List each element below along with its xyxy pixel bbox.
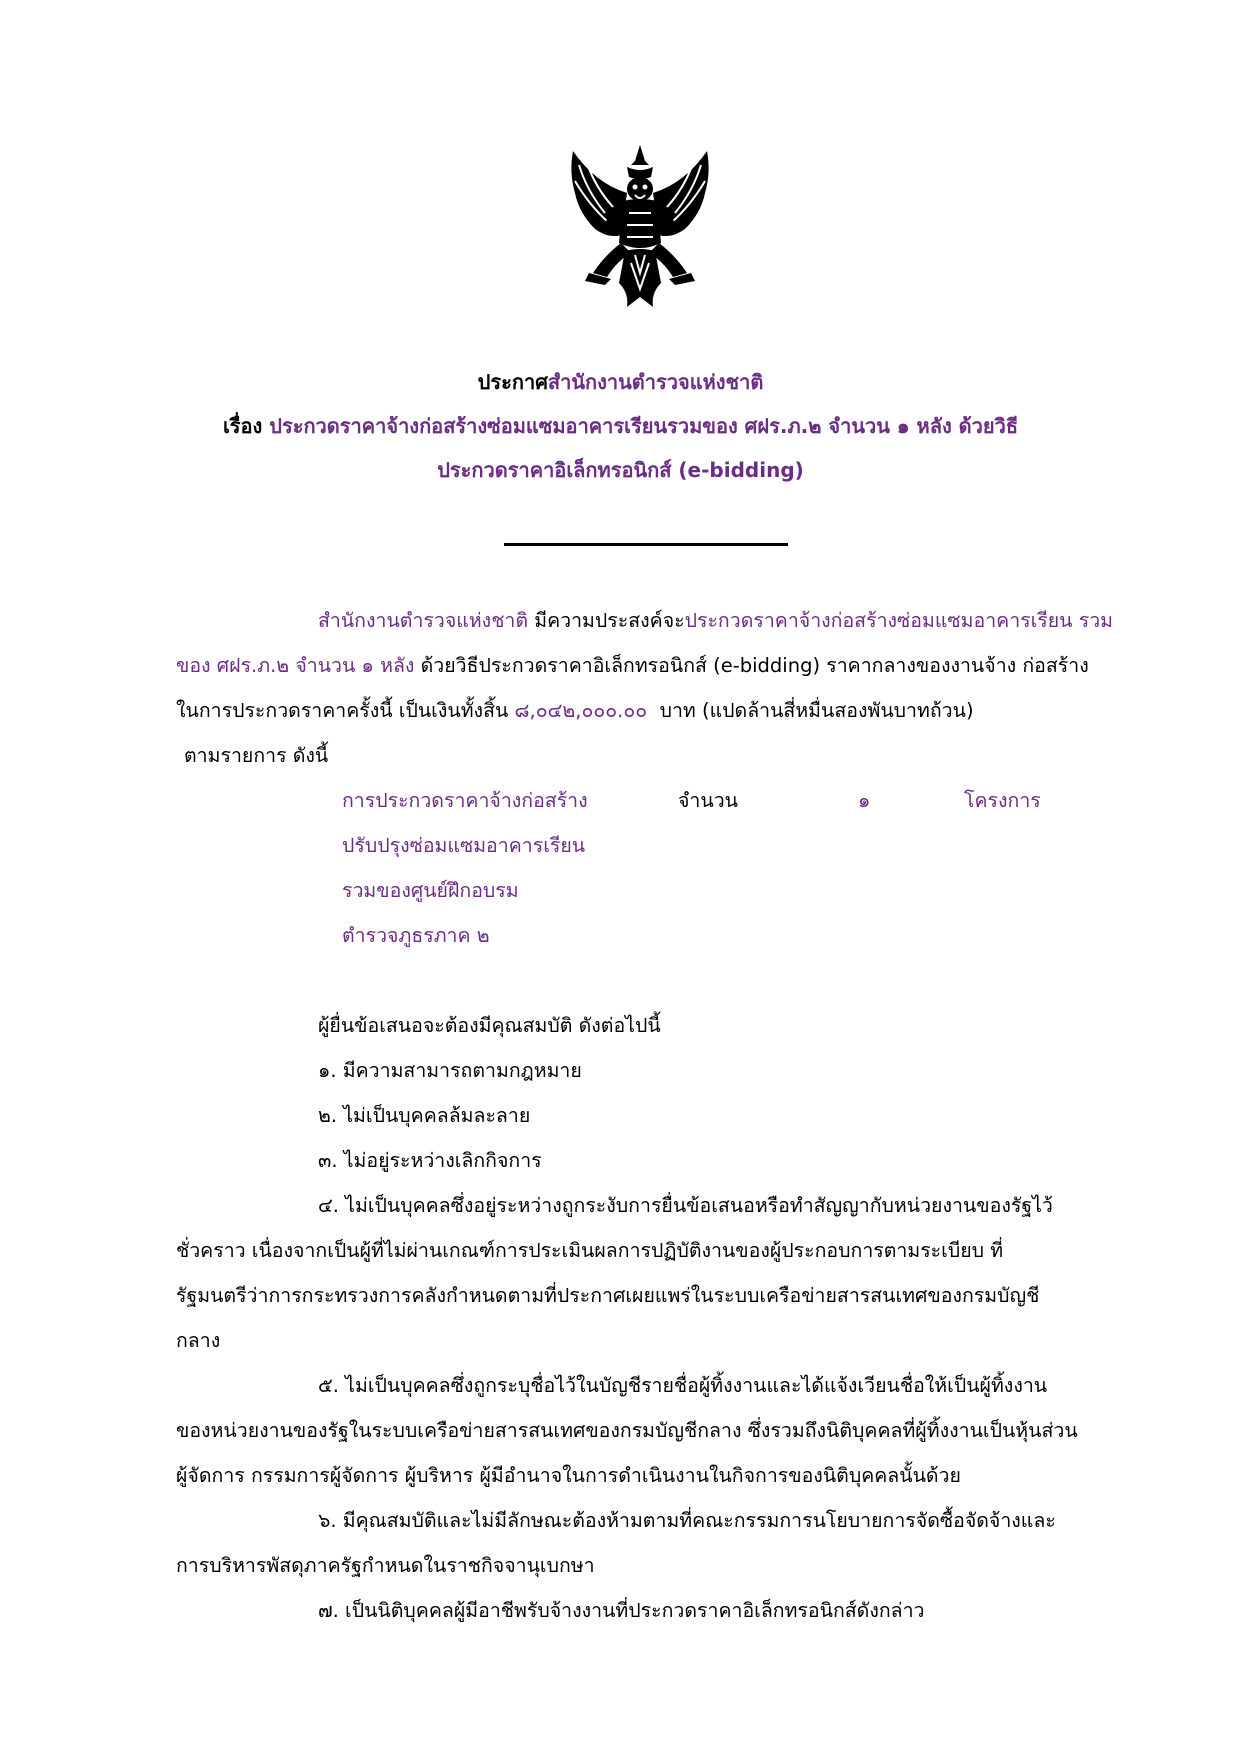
garuda-emblem bbox=[565, 143, 715, 311]
item-qty: ๑ bbox=[858, 789, 871, 812]
subject-text-1: ประกวดราคาจ้างก่อสร้างซ่อมแซมอาคารเรียนรวมของ ศฝร.ภ.๒ จำนวน ๑ หลัง ด้วยวิธี bbox=[269, 414, 1019, 438]
announcement-body bbox=[176, 598, 1116, 1633]
qualification-2: ๒. ไม่เป็นบุคคลล้มละลาย bbox=[318, 1104, 531, 1127]
title-divider bbox=[504, 543, 788, 546]
intro-amount: ๘,๐๔๒,๐๐๐.๐๐ bbox=[514, 699, 648, 722]
intro-purpose-2: รวมของ ศฝร.ภ.๒ จำนวน ๑ หลัง bbox=[176, 609, 1113, 677]
qualification-4-line-1: ๔. ไม่เป็นบุคคลซึ่งอยู่ระหว่างถูกระงับการยื่นข้อเสนอหรือทำสัญญากับหน่วยงานของรัฐไว้ bbox=[318, 1194, 1053, 1217]
qualification-5-line-2: ของหน่วยงานของรัฐในระบบเครือข่ายสารสนเทศของกรมบัญชีกลาง ซึ่งรวมถึงนิติบุคคลที่ผู้ทิ้งงานเป็นหุ้นส่วน bbox=[176, 1419, 1078, 1442]
title-org: สำนักงานตำรวจแห่งชาติ bbox=[547, 370, 764, 394]
intro-text-2: ด้วยวิธีประกวดราคาอิเล็กทรอนิกส์ (e-bidding) ราคากลางของงานจ้าง bbox=[420, 654, 1017, 677]
qualification-3: ๓. ไม่อยู่ระหว่างเลิกกิจการ bbox=[318, 1149, 542, 1172]
subject-line-1 bbox=[0, 404, 1241, 448]
intro-purpose-1: ประกวดราคาจ้างก่อสร้างซ่อมแซมอาคารเรียน bbox=[684, 609, 1073, 632]
item-qty-label: จำนวน bbox=[678, 789, 738, 812]
qualification-6-line-2: การบริหารพัสดุภาครัฐกำหนดในราชกิจจานุเบกษา bbox=[176, 1554, 595, 1577]
intro-paragraph bbox=[176, 598, 1116, 733]
intro-text-1: มีความประสงค์จะ bbox=[534, 609, 685, 632]
intro-text-3: ก่อสร้าง ในการประกวดราคาครั้งนี้ เป็นเงินทั้งสิ้น bbox=[176, 654, 1089, 722]
subject-line-2: ประกวดราคาอิเล็กทรอนิกส์ (e-bidding) bbox=[437, 458, 804, 482]
qualification-4-line-3: รัฐมนตรีว่าการกระทรวงการคลังกำหนดตามที่ประกาศเผยแพร่ในระบบเครือข่ายสารสนเทศของกรมบัญชี bbox=[176, 1284, 1040, 1307]
item-table bbox=[342, 778, 1116, 958]
intro-org: สำนักงานตำรวจแห่งชาติ bbox=[318, 609, 529, 632]
item-line-2: ปรับปรุงซ่อมแซมอาคารเรียน bbox=[342, 834, 586, 857]
qualification-4-line-2: ชั่วคราว เนื่องจากเป็นผู้ที่ไม่ผ่านเกณฑ์การประเมินผลการปฏิบัติงานของผู้ประกอบการตามระเบียบ ที่ bbox=[176, 1239, 1004, 1262]
item-row bbox=[342, 778, 1116, 823]
qualification-5-line-1: ๕. ไม่เป็นบุคคลซึ่งถูกระบุชื่อไว้ในบัญชีรายชื่อผู้ทิ้งงานและได้แจ้งเวียนชื่อให้เป็นผู้ทิ้งงาน bbox=[318, 1374, 1048, 1397]
title-prefix: ประกาศ bbox=[477, 370, 548, 394]
item-unit: โครงการ bbox=[964, 789, 1041, 812]
qualification-6-line-1: ๖. มีคุณสมบัติและไม่มีลักษณะต้องห้ามตามที่คณะกรรมการนโยบายการจัดซื้อจัดจ้างและ bbox=[318, 1509, 1056, 1532]
intro-amount-words: บาท (แปดล้านสี่หมื่นสองพันบาทถ้วน) bbox=[659, 699, 974, 722]
title-line bbox=[0, 360, 1241, 404]
announcement-title bbox=[0, 360, 1241, 492]
item-line-4: ตำรวจภูธรภาค ๒ bbox=[342, 924, 490, 947]
subject-prefix: เรื่อง bbox=[222, 414, 263, 438]
qualification-5-line-3: ผู้จัดการ กรรมการผู้จัดการ ผู้บริหาร ผู้มีอำนาจในการดำเนินงานในกิจการของนิติบุคคลนั้นด้วย bbox=[176, 1464, 961, 1487]
intro-text-4: ตามรายการ ดังนี้ bbox=[184, 744, 329, 767]
qualification-7: ๗. เป็นนิติบุคคลผู้มีอาชีพรับจ้างงานที่ประกวดราคาอิเล็กทรอนิกส์ดังกล่าว bbox=[318, 1599, 925, 1622]
qualification-4-line-4: กลาง bbox=[176, 1329, 221, 1352]
qualification-1: ๑. มีความสามารถตามกฎหมาย bbox=[318, 1059, 582, 1082]
item-line-1: การประกวดราคาจ้างก่อสร้าง bbox=[342, 789, 588, 812]
item-line-3: รวมของศูนย์ฝึกอบรม bbox=[342, 879, 519, 902]
qualifications-heading: ผู้ยื่นข้อเสนอจะต้องมีคุณสมบัติ ดังต่อไปนี้ bbox=[318, 1014, 661, 1037]
